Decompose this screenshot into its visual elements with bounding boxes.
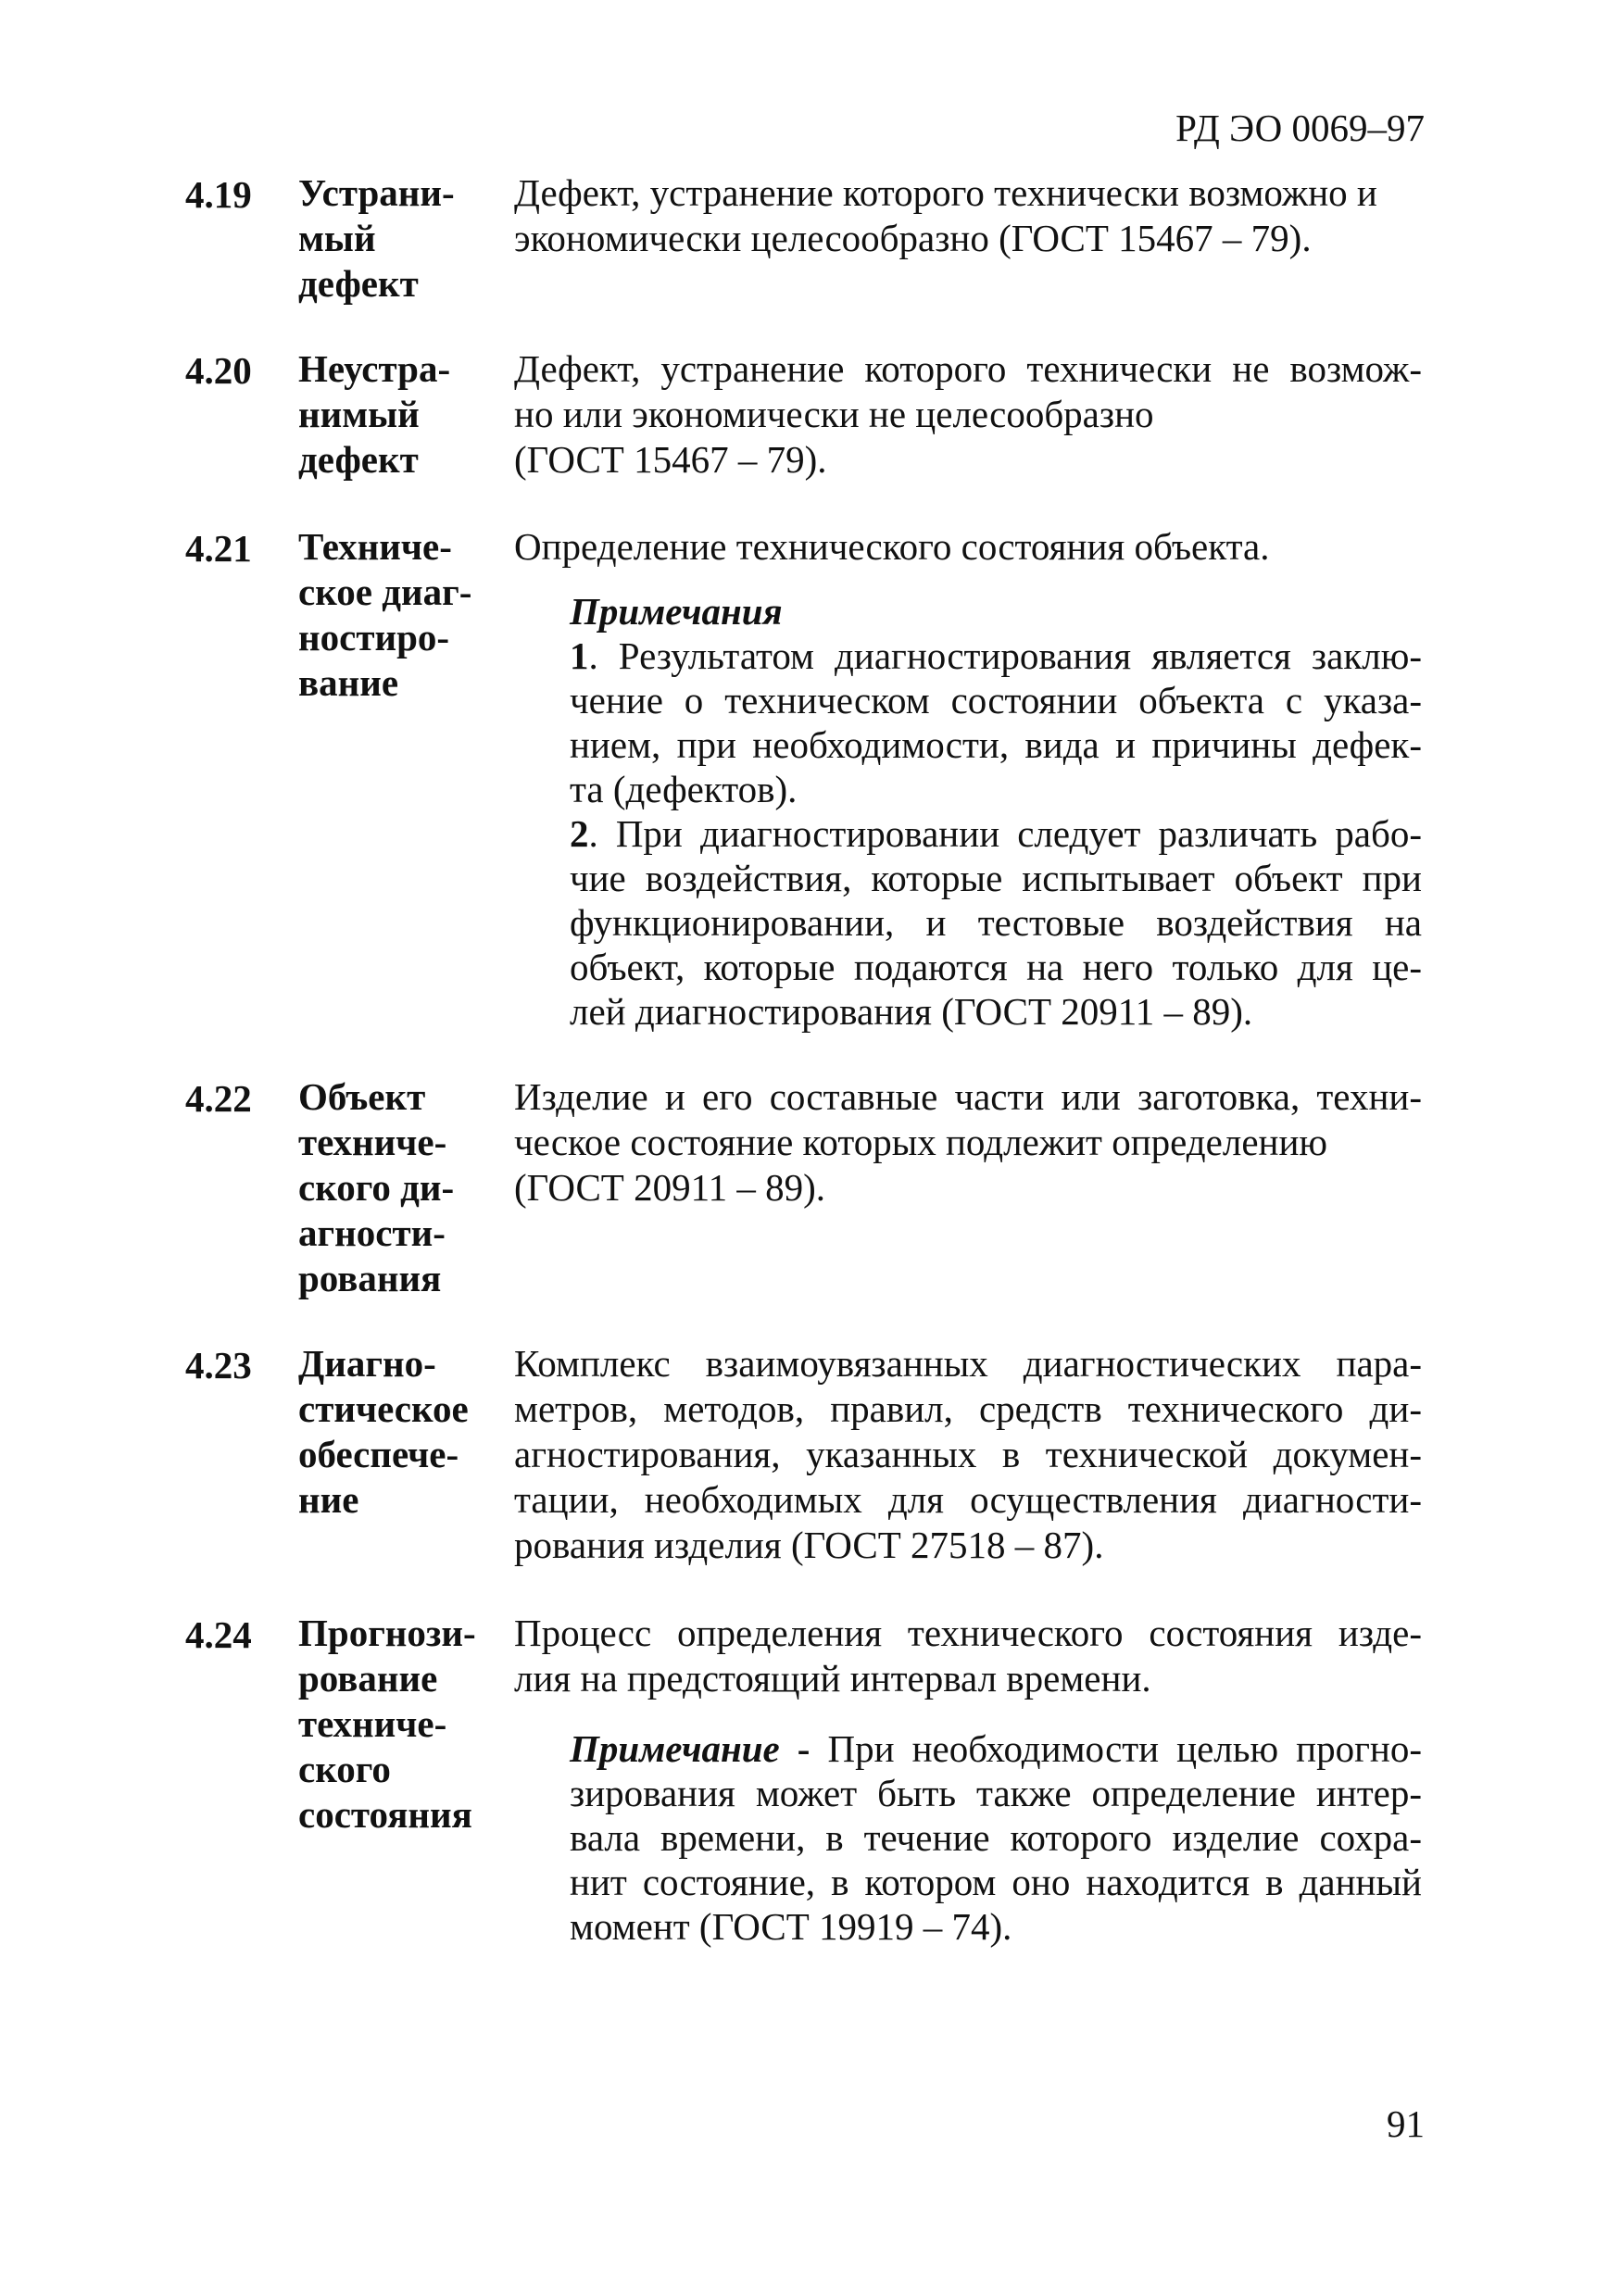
- entry-definition: [514, 524, 1422, 570]
- definition-line: рования изделия (ГОСТ 27518 – 87).: [514, 1524, 1104, 1566]
- entry-definition: [514, 346, 1422, 483]
- entry-note: [570, 1726, 1422, 1949]
- definition-line: ческое состояние которых подлежит определению: [514, 1121, 1328, 1163]
- note-line: нием, при необходимости, вида и причины дефек-: [570, 723, 1422, 766]
- definition-line: экономически целесообразно (ГОСТ 15467 – 79).: [514, 217, 1312, 259]
- definition-line: (ГОСТ 20911 – 89).: [514, 1166, 825, 1209]
- definition-line: Процесс определения технического состояния изде-: [514, 1612, 1422, 1654]
- entry-definition: [514, 1341, 1422, 1568]
- note-line: функционировании, и тестовые воздействия на: [570, 901, 1422, 944]
- note-line: нит состояние, в котором оно находится в данный: [570, 1861, 1422, 1903]
- note-line: [570, 634, 1422, 678]
- definition-line: метров, методов, правил, средств технического ди-: [514, 1387, 1422, 1430]
- entry-term: [298, 1074, 502, 1301]
- note-title: Примечание: [570, 1727, 780, 1770]
- term-line: нимый: [298, 393, 420, 435]
- note-line: объект, которые подаются на него только для це-: [570, 946, 1422, 988]
- definition-line: агностирования, указанных в технической докумен-: [514, 1433, 1422, 1475]
- note-line: [570, 811, 1422, 856]
- entry-definition: [514, 1074, 1422, 1211]
- note-line: момент (ГОСТ 19919 – 74).: [570, 1905, 1012, 1948]
- definition-line: Изделие и его составные части или заготовка, техни-: [514, 1075, 1422, 1118]
- entry-number: 4.21: [185, 527, 252, 570]
- entry-note: [570, 589, 1422, 1034]
- entry-definition: [514, 170, 1422, 261]
- note-line: чие воздействия, которые испытывает объект при: [570, 857, 1422, 899]
- term-line: техниче-: [298, 1121, 447, 1163]
- term-line: дефект: [298, 438, 419, 481]
- term-line: обеспече-: [298, 1433, 459, 1475]
- note-line: та (дефектов).: [570, 768, 798, 810]
- note-line: чение о техническом состоянии объекта с указа-: [570, 679, 1422, 721]
- note-item-number: 1: [570, 634, 589, 677]
- term-line: Прогнози-: [298, 1612, 476, 1654]
- term-line: агности-: [298, 1211, 446, 1254]
- entry-number: 4.22: [185, 1077, 252, 1120]
- document-code: РД ЭО 0069–97: [1175, 107, 1425, 149]
- note-text: . Результатом диагностирования является заклю-: [588, 634, 1422, 677]
- entry-number: 4.20: [185, 349, 252, 392]
- term-line: Техниче-: [298, 525, 452, 568]
- term-line: дефект: [298, 262, 419, 305]
- definition-line: Дефект, устранение которого технически не возмож-: [514, 347, 1422, 390]
- note-text: При необходимости целью прогно-: [827, 1727, 1423, 1770]
- definition-line: но или экономически не целесообразно: [514, 393, 1154, 435]
- note-line: зирования может быть также определение интер-: [570, 1772, 1422, 1814]
- entry-term: [298, 524, 502, 706]
- term-line: техниче-: [298, 1702, 447, 1745]
- note-title: Примечания: [570, 590, 783, 633]
- term-line: состояния: [298, 1793, 472, 1836]
- entry-definition: [514, 1611, 1422, 1701]
- term-line: рование: [298, 1657, 438, 1700]
- term-line: вание: [298, 661, 399, 704]
- entry-number: 4.24: [185, 1613, 252, 1656]
- term-line: ского: [298, 1748, 391, 1790]
- term-line: рования: [298, 1257, 442, 1299]
- note-line: вала времени, в течение которого изделие сохра-: [570, 1816, 1422, 1859]
- entry-term: [298, 170, 502, 307]
- term-line: стическое: [298, 1387, 469, 1430]
- definition-line: Определение технического состояния объекта.: [514, 525, 1270, 568]
- entry-number: 4.23: [185, 1344, 252, 1386]
- definition-line: Комплекс взаимоувязанных диагностических пара-: [514, 1342, 1422, 1385]
- definition-line: Дефект, устранение которого технически возможно и: [514, 171, 1377, 214]
- term-line: Устрани-: [298, 171, 455, 214]
- note-line: лей диагностирования (ГОСТ 20911 – 89).: [570, 990, 1253, 1033]
- definition-line: тации, необходимых для осуществления диагности-: [514, 1478, 1422, 1521]
- term-line: ского ди-: [298, 1166, 455, 1209]
- term-line: ностиро-: [298, 616, 450, 659]
- entry-number: 4.19: [185, 173, 252, 216]
- page-number: 91: [1387, 2102, 1425, 2145]
- note-item-number: 2: [570, 812, 589, 855]
- definition-line: лия на предстоящий интервал времени.: [514, 1657, 1151, 1700]
- entry-term: [298, 1611, 502, 1838]
- term-line: Объект: [298, 1075, 426, 1118]
- definition-line: (ГОСТ 15467 – 79).: [514, 438, 827, 481]
- note-line: [570, 1726, 1422, 1771]
- term-line: мый: [298, 217, 376, 259]
- term-line: ние: [298, 1478, 359, 1521]
- entry-term: [298, 346, 502, 483]
- note-dash: -: [779, 1727, 828, 1770]
- entry-term: [298, 1341, 502, 1523]
- term-line: ское диаг-: [298, 571, 472, 613]
- term-line: Диагно-: [298, 1342, 436, 1385]
- note-text: . При диагностировании следует различать рабо-: [588, 812, 1422, 855]
- term-line: Неустра-: [298, 347, 451, 390]
